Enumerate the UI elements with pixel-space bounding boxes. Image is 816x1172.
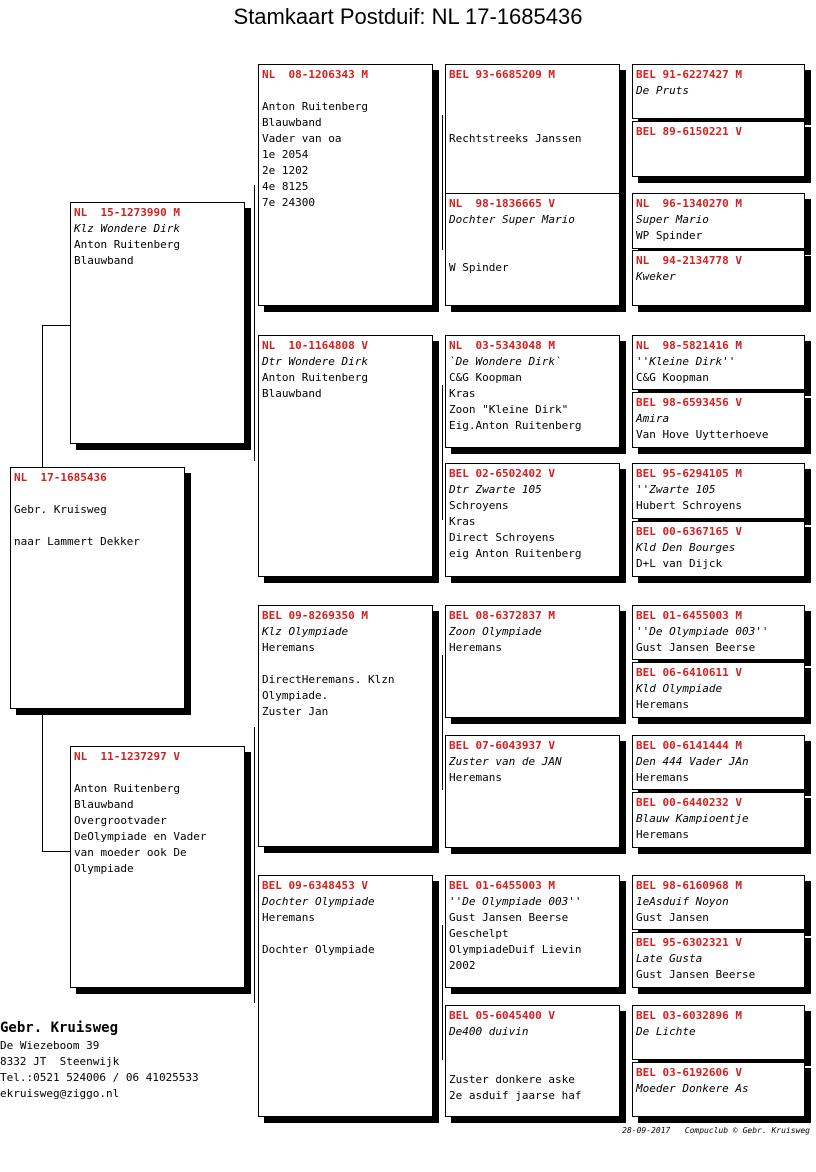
ring-number: NL 94-2134778 V — [636, 254, 742, 267]
ring-number: BEL 05-6045400 V — [449, 1009, 555, 1022]
ring-number: BEL 95-6294105 M — [636, 467, 742, 480]
pedigree-card-gen3[interactable] — [445, 335, 620, 448]
pigeon-name: Moeder Donkere As — [636, 1082, 749, 1095]
pigeon-info-line: naar Lammert Dekker — [14, 535, 140, 548]
ring-number: NL 11-1237297 V — [74, 750, 180, 763]
ring-number: BEL 03-6192606 V — [636, 1066, 742, 1079]
pedigree-card-father[interactable] — [70, 202, 245, 444]
pedigree-card-gen4[interactable] — [632, 1005, 805, 1060]
pigeon-info-line: 4e 8125 — [262, 180, 309, 193]
pigeon-info-line — [262, 926, 429, 942]
pigeon-info-line: Heremans — [449, 641, 502, 654]
ring-number: BEL 00-6440232 V — [636, 796, 742, 809]
pigeon-name: 1eAsduif Noyon — [636, 895, 729, 908]
ring-number: BEL 03-6032896 M — [636, 1009, 742, 1022]
ring-number: NL 10-1164808 V — [262, 339, 368, 352]
pigeon-info-line — [449, 1056, 616, 1072]
pigeon-name: Dochter Super Mario — [449, 213, 575, 226]
pigeon-info-line — [449, 83, 616, 99]
pigeon-info-line — [262, 656, 429, 672]
pigeon-info-line: Olympiade — [74, 862, 134, 875]
pigeon-info-line — [449, 115, 616, 131]
ring-number: BEL 07-6043937 V — [449, 739, 555, 752]
pigeon-info-line: Vader van oa — [262, 132, 342, 145]
pigeon-info-line: Zuster Jan — [262, 705, 329, 718]
pigeon-name: Klz Wondere Dirk — [74, 222, 180, 235]
pedigree-card-subject[interactable] — [10, 467, 185, 709]
pigeon-name: Dtr Zwarte 105 — [449, 483, 542, 496]
pedigree-card-gen4[interactable] — [632, 121, 805, 177]
pedigree-card-gen4[interactable] — [632, 605, 805, 660]
pigeon-info-line: 2e 1202 — [262, 164, 309, 177]
pigeon-info-line: Anton Ruitenberg — [74, 238, 180, 251]
pigeon-info-line: Blauwband — [262, 387, 322, 400]
pedigree-card-gen3[interactable] — [445, 1005, 620, 1117]
pigeon-info-line: eig Anton Ruitenberg — [449, 547, 582, 560]
pigeon-name: De Lichte — [636, 1025, 696, 1038]
ring-number: BEL 02-6502402 V — [449, 467, 555, 480]
owner-email: ekruisweg@ziggo.nl — [0, 1087, 120, 1100]
pedigree-card-gen3[interactable] — [445, 605, 620, 718]
ring-number: BEL 01-6455003 M — [636, 609, 742, 622]
pigeon-name: ''Zwarte 105 — [636, 483, 716, 496]
pigeon-info-line: Zoon "Kleine Dirk" — [449, 403, 569, 416]
ring-number: BEL 93-6685209 M — [449, 68, 555, 81]
pedigree-card-gen4[interactable] — [632, 1062, 805, 1117]
pigeon-info-line — [14, 518, 181, 534]
pedigree-card-gen3[interactable] — [445, 463, 620, 577]
pedigree-card-gen2[interactable] — [258, 335, 433, 577]
pigeon-info-line: OlympiadeDuif Lievin — [449, 943, 582, 956]
pigeon-info-line: Heremans — [636, 828, 689, 841]
pigeon-info-line: C&G Koopman — [636, 371, 709, 384]
pigeon-info-line: Eig.Anton Ruitenberg — [449, 419, 582, 432]
ring-number: NL 03-5343048 M — [449, 339, 555, 352]
pedigree-card-gen2[interactable] — [258, 875, 433, 1117]
pedigree-card-gen4[interactable] — [632, 875, 805, 930]
pigeon-info-line: C&G Koopman — [449, 371, 522, 384]
pigeon-info-line: Olympiade. — [262, 689, 329, 702]
pigeon-info-line: Gust Jansen Beerse — [636, 641, 756, 654]
pigeon-name: Late Gusta — [636, 952, 703, 965]
pigeon-name: ''De Olympiade 003'' — [636, 625, 769, 638]
pigeon-name: Dtr Wondere Dirk — [262, 355, 368, 368]
connector-line — [442, 925, 443, 1060]
pedigree-card-gen4[interactable] — [632, 792, 805, 848]
pedigree-card-gen2[interactable] — [258, 605, 433, 847]
ring-number: NL 98-1836665 V — [449, 197, 555, 210]
pigeon-info-line — [449, 99, 616, 115]
pigeon-info-line: DeOlympiade en Vader — [74, 830, 207, 843]
connector-line — [442, 385, 443, 520]
ring-number: BEL 08-6372837 M — [449, 609, 555, 622]
pedigree-card-gen4[interactable] — [632, 193, 805, 249]
pigeon-info-line: Rechtstreeks Janssen — [449, 132, 582, 145]
pigeon-info-line: Geschelpt — [449, 927, 509, 940]
pigeon-info-line: Kras — [449, 387, 476, 400]
pigeon-name: Zoon Olympiade — [449, 625, 542, 638]
pigeon-info-line — [262, 83, 429, 99]
pigeon-info-line: Heremans — [262, 641, 315, 654]
ring-number: BEL 98-6593456 V — [636, 396, 742, 409]
pigeon-info-line: van moeder ook De — [74, 846, 187, 859]
pigeon-info-line — [449, 244, 616, 260]
pigeon-name: Zuster van de JAN — [449, 755, 562, 768]
ring-number: BEL 09-8269350 M — [262, 609, 368, 622]
pedigree-card-gen4[interactable] — [632, 250, 805, 306]
ring-number: BEL 06-6410611 V — [636, 666, 742, 679]
connector-line — [254, 727, 255, 1003]
pigeon-info-line — [14, 486, 181, 502]
pigeon-name: Super Mario — [636, 213, 709, 226]
ring-number: BEL 95-6302321 V — [636, 936, 742, 949]
pigeon-info-line — [449, 228, 616, 244]
connector-line — [42, 851, 70, 852]
pigeon-name: Kld Olympiade — [636, 682, 723, 695]
pigeon-info-line: Kras — [449, 515, 476, 528]
pigeon-name: ''Kleine Dirk'' — [636, 355, 736, 368]
pigeon-info-line: Dochter Olympiade — [262, 943, 375, 956]
pigeon-info-line: Heremans — [449, 771, 502, 784]
pedigree-card-gen4[interactable] — [632, 735, 805, 790]
ring-number: NL 98-5821416 M — [636, 339, 742, 352]
pedigree-card-gen3[interactable] — [445, 875, 620, 988]
owner-name: Gebr. Kruisweg — [0, 1020, 119, 1036]
pigeon-info-line: Hubert Schroyens — [636, 499, 742, 512]
ring-number: NL 17-1685436 — [14, 471, 107, 484]
pigeon-info-line — [449, 1040, 616, 1056]
pedigree-card-gen4[interactable] — [632, 392, 805, 448]
pigeon-info-line: 7e 24300 — [262, 196, 315, 209]
pigeon-info-line: Heremans — [636, 698, 689, 711]
ring-number: BEL 00-6141444 M — [636, 739, 742, 752]
pigeon-info-line: Zuster donkere aske — [449, 1073, 575, 1086]
pedigree-card-gen2[interactable] — [258, 64, 433, 306]
owner-block — [0, 1018, 199, 1102]
connector-line — [442, 115, 443, 250]
pigeon-info-line: 2e asduif jaarse haf — [449, 1089, 582, 1102]
pigeon-info-line: 1e 2054 — [262, 148, 309, 161]
connector-line — [42, 325, 70, 326]
pedigree-card-gen3[interactable] — [445, 193, 620, 306]
pigeon-info-line: D+L van Dijck — [636, 557, 723, 570]
pedigree-card-mother[interactable] — [70, 746, 245, 988]
pedigree-card-gen4[interactable] — [632, 932, 805, 988]
pigeon-name: De Pruts — [636, 84, 689, 97]
pigeon-info-line: DirectHeremans. Klzn — [262, 673, 395, 686]
ring-number: BEL 89-6150221 V — [636, 125, 742, 138]
ring-number: BEL 98-6160968 M — [636, 879, 742, 892]
pigeon-info-line: Heremans — [262, 911, 315, 924]
pigeon-info-line — [74, 765, 241, 781]
ring-number: BEL 01-6455003 M — [449, 879, 555, 892]
pigeon-name: Den 444 Vader JAn — [636, 755, 749, 768]
pigeon-info-line: WP Spinder — [636, 229, 703, 242]
pigeon-info-line: Schroyens — [449, 499, 509, 512]
pigeon-info-line: Blauwband — [74, 798, 134, 811]
pigeon-info-line: Anton Ruitenberg — [262, 100, 368, 113]
page-title: Stamkaart Postduif: NL 17-1685436 — [233, 4, 583, 29]
pigeon-info-line: Heremans — [636, 771, 689, 784]
pigeon-name: Amira — [636, 412, 670, 425]
pigeon-name: Blauw Kampioentje — [636, 812, 749, 825]
pigeon-info-line: Van Hove Uytterhoeve — [636, 428, 769, 441]
pigeon-info-line: W Spinder — [449, 261, 509, 274]
pigeon-name: ''De Olympiade 003'' — [449, 895, 582, 908]
pigeon-name: Dochter Olympiade — [262, 895, 375, 908]
pedigree-card-gen4[interactable] — [632, 64, 805, 119]
connector-line — [254, 185, 255, 461]
pigeon-info-line: Anton Ruitenberg — [262, 371, 368, 384]
ring-number: NL 96-1340270 M — [636, 197, 742, 210]
pigeon-info-line: Blauwband — [74, 254, 134, 267]
owner-phone: Tel.:0521 524006 / 06 41025533 — [0, 1071, 199, 1084]
pigeon-name: `De Wondere Dirk` — [449, 355, 562, 368]
pigeon-info-line: Blauwband — [262, 116, 322, 129]
footer-credit: 28-09-2017 Compuclub © Gebr. Kruisweg — [622, 1126, 810, 1135]
pigeon-info-line: Gust Jansen Beerse — [449, 911, 569, 924]
pedigree-card-gen4[interactable] — [632, 335, 805, 390]
ring-number: BEL 91-6227427 M — [636, 68, 742, 81]
owner-city: 8332 JT Steenwijk — [0, 1055, 120, 1068]
pedigree-card-gen4[interactable] — [632, 662, 805, 718]
ring-number: NL 08-1206343 M — [262, 68, 368, 81]
ring-number: BEL 09-6348453 V — [262, 879, 368, 892]
pigeon-info-line: Gust Jansen — [636, 911, 709, 924]
pigeon-name: Kld Den Bourges — [636, 541, 736, 554]
pigeon-info-line: Direct Schroyens — [449, 531, 555, 544]
pigeon-name: De400 duivin — [449, 1025, 529, 1038]
pigeon-info-line: 2002 — [449, 959, 476, 972]
pigeon-name: Klz Olympiade — [262, 625, 349, 638]
pigeon-info-line: Anton Ruitenberg — [74, 782, 180, 795]
pigeon-name: Kweker — [636, 270, 676, 283]
pedigree-card-gen4[interactable] — [632, 521, 805, 577]
pedigree-card-gen3[interactable] — [445, 735, 620, 848]
ring-number: BEL 00-6367165 V — [636, 525, 742, 538]
pigeon-info-line: Gebr. Kruisweg — [14, 503, 107, 516]
owner-street: De Wiezeboom 39 — [0, 1039, 100, 1052]
pigeon-info-line: Overgrootvader — [74, 814, 167, 827]
connector-line — [442, 655, 443, 790]
pigeon-info-line: Gust Jansen Beerse — [636, 968, 756, 981]
pedigree-card-gen4[interactable] — [632, 463, 805, 519]
ring-number: NL 15-1273990 M — [74, 206, 180, 219]
